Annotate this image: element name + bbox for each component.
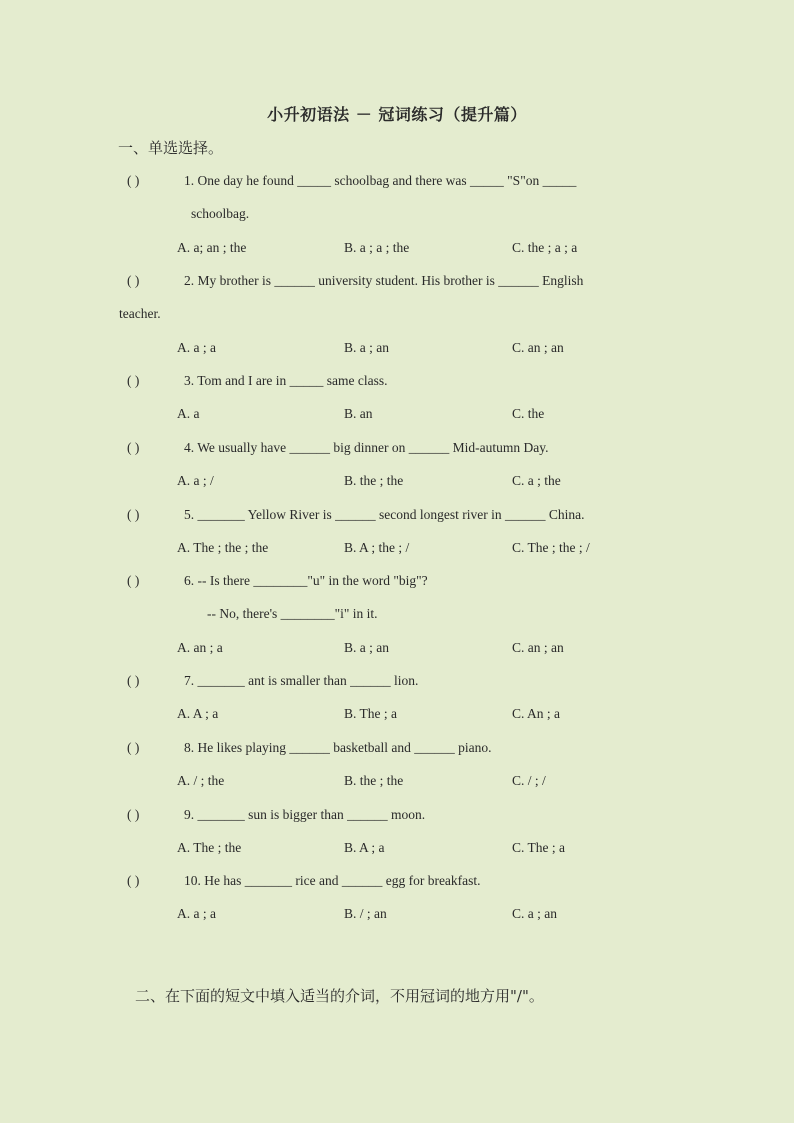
question-text: 6. -- Is there ________"u" in the word "big"? xyxy=(184,573,428,588)
option-b: B. the ; the xyxy=(344,473,404,488)
question-2-continuation: teacher. xyxy=(119,306,161,321)
option-b: B. A ; a xyxy=(344,840,385,855)
question-text: 4. We usually have ______ big dinner on ______ Mid-autumn Day. xyxy=(184,440,549,455)
question-text: 7. _______ ant is smaller than ______ lion. xyxy=(184,673,419,688)
question-text: 2. My brother is ______ university student. His brother is ______ English xyxy=(184,273,584,288)
question-text: 1. One day he found _____ schoolbag and there was _____ "S"on _____ xyxy=(184,173,577,188)
answer-blank[interactable]: ( ) xyxy=(127,440,140,455)
option-b: B. / ; an xyxy=(344,906,387,921)
answer-blank[interactable]: ( ) xyxy=(127,873,140,888)
option-a: A. A ; a xyxy=(177,706,219,721)
answer-blank[interactable]: ( ) xyxy=(127,507,140,522)
option-b: B. The ; a xyxy=(344,706,397,721)
option-c: C. a ; an xyxy=(512,906,557,921)
question-text: 8. He likes playing ______ basketball and ______ piano. xyxy=(184,740,492,755)
answer-blank[interactable]: ( ) xyxy=(127,673,140,688)
option-c: C. an ; an xyxy=(512,640,564,655)
answer-blank[interactable]: ( ) xyxy=(127,373,140,388)
option-c: C. The ; a xyxy=(512,840,565,855)
option-a: A. The ; the xyxy=(177,840,242,855)
answer-blank[interactable]: ( ) xyxy=(127,807,140,822)
option-a: A. a xyxy=(177,406,200,421)
option-b: B. a ; an xyxy=(344,340,389,355)
option-a: A. a ; a xyxy=(177,340,216,355)
question-text: 3. Tom and I are in _____ same class. xyxy=(184,373,388,388)
option-c: C. a ; the xyxy=(512,473,561,488)
option-c: C. / ; / xyxy=(512,773,546,788)
answer-blank[interactable]: ( ) xyxy=(127,173,140,188)
answer-blank[interactable]: ( ) xyxy=(127,273,140,288)
option-b: B. a ; an xyxy=(344,640,389,655)
question-6-continuation: -- No, there's ________"i" in it. xyxy=(207,606,378,621)
option-a: A. The ; the ; the xyxy=(177,540,269,555)
option-c: C. the ; a ; a xyxy=(512,240,578,255)
option-b: B. the ; the xyxy=(344,773,404,788)
option-c: C. an ; an xyxy=(512,340,564,355)
option-b: B. an xyxy=(344,406,373,421)
option-b: B. A ; the ; / xyxy=(344,540,410,555)
option-c: C. the xyxy=(512,406,545,421)
page-title: 小升初语法 － 冠词练习（提升篇） xyxy=(267,105,527,124)
option-a: A. an ; a xyxy=(177,640,223,655)
option-a: A. a ; / xyxy=(177,473,214,488)
option-a: A. / ; the xyxy=(177,773,225,788)
question-text: 9. _______ sun is bigger than ______ moon. xyxy=(184,807,426,822)
option-c: C. An ; a xyxy=(512,706,561,721)
section-heading-1: 一、单选选择。 xyxy=(118,139,224,157)
question-text: 5. _______ Yellow River is ______ second longest river in ______ China. xyxy=(184,507,585,522)
option-c: C. The ; the ; / xyxy=(512,540,590,555)
question-text: 10. He has _______ rice and ______ egg for breakfast. xyxy=(184,873,481,888)
option-a: A. a ; a xyxy=(177,906,216,921)
section-heading-2: 二、在下面的短文中填入适当的介词，不用冠词的地方用"/"。 xyxy=(135,987,544,1005)
answer-blank[interactable]: ( ) xyxy=(127,573,140,588)
question-1-continuation: schoolbag. xyxy=(191,206,250,221)
option-b: B. a ; a ; the xyxy=(344,240,410,255)
answer-blank[interactable]: ( ) xyxy=(127,740,140,755)
option-a: A. a; an ; the xyxy=(177,240,247,255)
